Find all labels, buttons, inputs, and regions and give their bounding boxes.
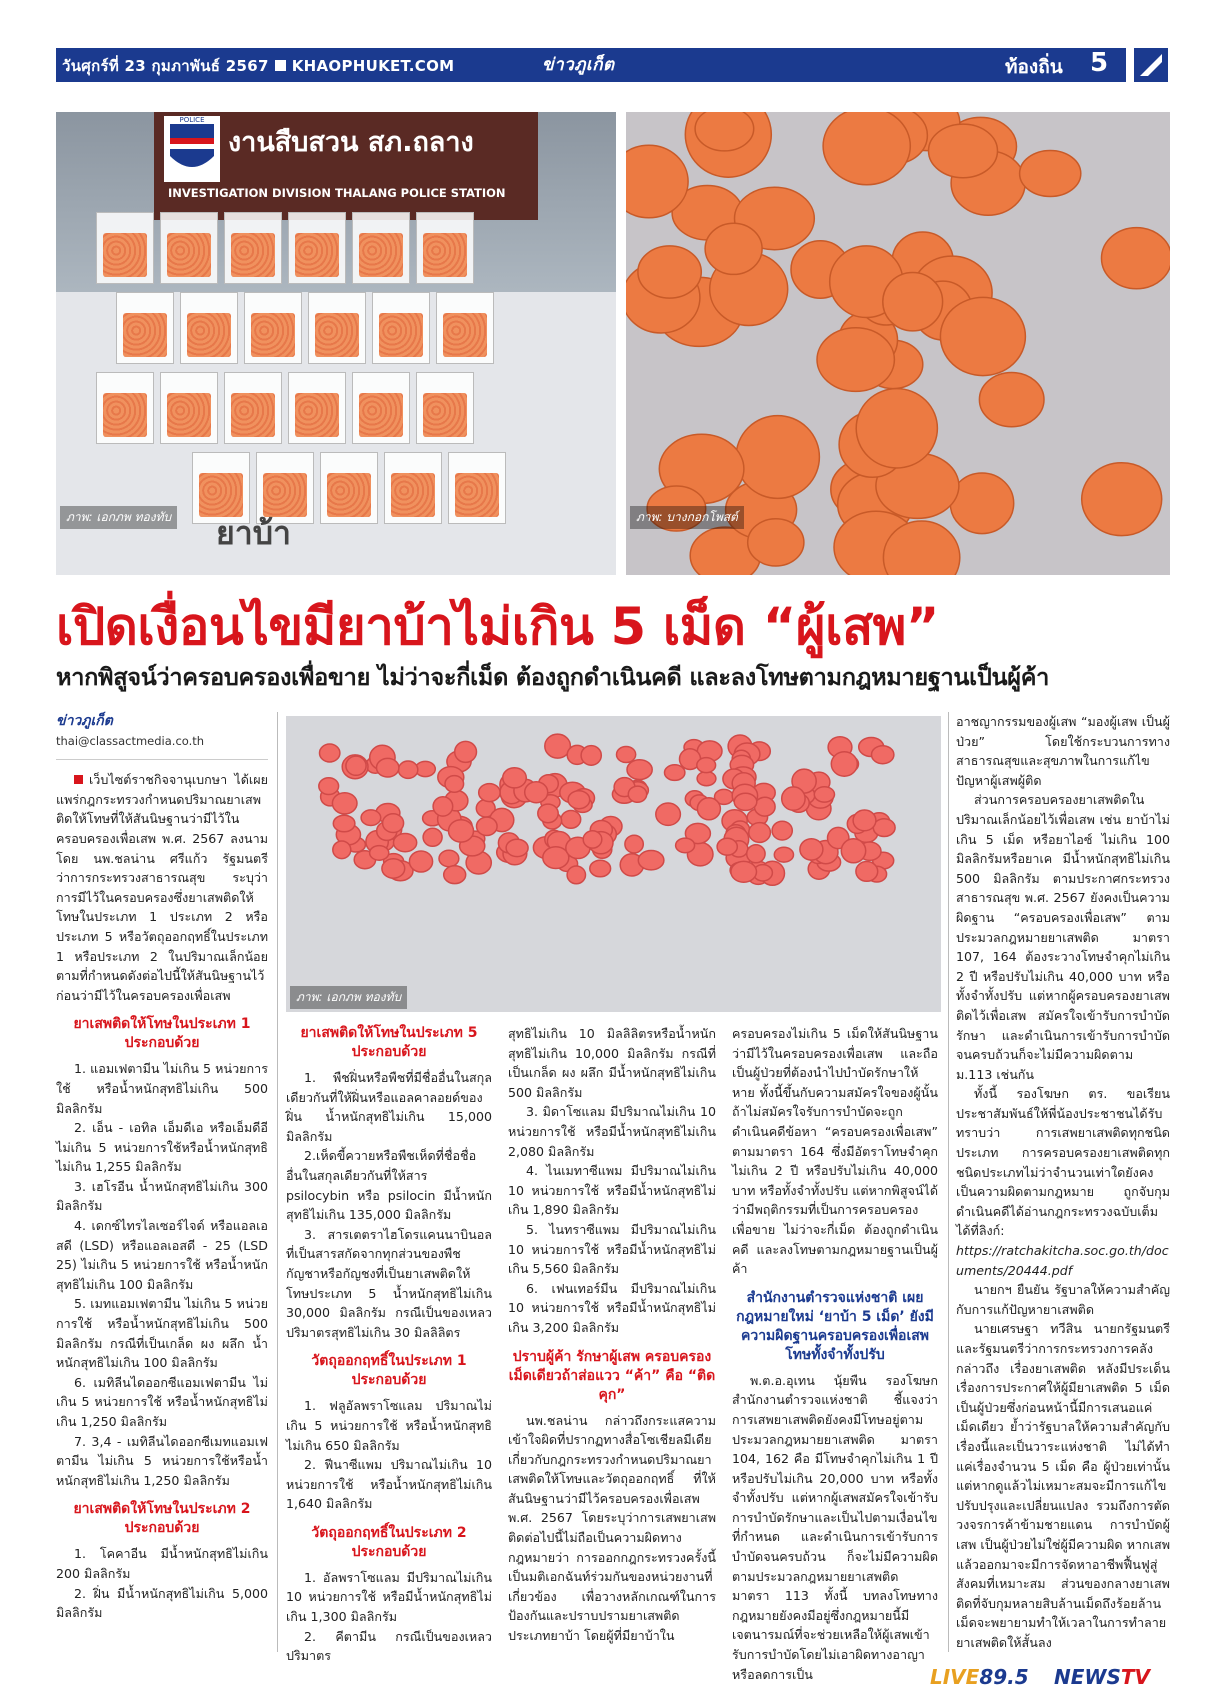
pill [1020,151,1081,197]
pill [979,373,1044,427]
list-item: 5. ไนทราซีแพม มีปริมาณไม่เกิน 10 หน่วยการใช้ หรือมีน้ำหนักสุทธิไม่เกิน 5,560 มิลลิกรัม [508,1221,716,1277]
pill [525,782,548,803]
pill [814,787,834,802]
evidence-bag [96,212,154,284]
pill [736,416,819,499]
pill [940,297,1025,375]
section-heading: วัตถุออกฤทธิ์ในประเภท 2 ประกอบด้วย [311,1524,467,1560]
bullet-icon [74,775,83,784]
byline-name: ข่าวภูเก็ต [56,713,113,729]
pill [361,810,381,826]
photo-pills-closeup [626,112,1170,575]
evidence-bag [352,372,410,444]
pill [697,772,716,786]
photo-credit: ภาพ: เอกภพ ทองทับ [290,986,407,1009]
evidence-bag [288,372,346,444]
pill [333,815,355,832]
corner-arrow-icon [1134,48,1168,82]
section-heading: ปราบผู้ค้า รักษาผู้เสพ ครอบครองเม็ดเดียวถ้าส่อแวว “ค้า” คือ “ติดคุก” [508,1348,716,1403]
site-name[interactable]: KHAOPHUKET.COM [291,57,455,75]
page-header [0,48,1209,82]
pill [1102,228,1171,289]
pill [455,741,477,762]
pill [583,831,602,848]
paragraph: ส่วนการครอบครองยาเสพติดในปริมาณเล็กน้อยไว้เพื่อเสพ เช่น ยาบ้าไม่เกิน 5 เม็ด หรือยาไอซ์ ไม่เกิน 100 มิลลิกรัมหรือยาเค มีน้ำหนักสุทธิไม่เกิน 500 มิลลิกรัม ตามประกาศกระทรวงสาธารณสุข พ.ศ. 2567 ยังคงเป็นความผิดฐาน “ครอบครองเพื่อเสพ” ตามประมวลกฎหมายยาเสพติด มาตรา 107, 164 ต้องระวางโทษจำคุกไม่เกิน 2 ปี หรือปรับไม่เกิน 40,000 บาท หรือ ทั้งจำทั้งปรับ แต่หากผู้ครอบครองยาเสพติดไว้เพื่อเสพ สมัครใจเข้ารับการบำบัดรักษา และดำเนินการเข้ารับการบำบัดจนครบถ้วนก็จะไม่มีความผิดตาม ม.113 เช่นกัน [956,792,1170,1082]
column-3 [508,1024,716,1646]
photo-evidence-bags [56,112,616,575]
evidence-bag [180,292,238,364]
column-divider [948,712,949,1652]
evidence-bag [448,452,506,524]
header-date-line [62,54,454,78]
paragraph: นายกฯ ยืนยัน รัฐบาลให้ความสำคัญกับการแก้ปัญหายาเสพติด [956,1282,1170,1317]
pill [747,845,765,863]
pill [346,756,366,775]
photo-pills-spread [286,716,941,1012]
evidence-bag [416,212,474,284]
masthead-logo: ข่าวภูเก็ต [542,55,615,75]
column-1 [56,712,268,1623]
list-item: 2.เห็ดขี้ควายหรือพืชเห็ดที่ชื่อชื่ออื่นในสกุลเดียวกันที่ให้สาร psilocybin หรือ psilocin มีน้ำหนักสุทธิไม่เกิน 135,000 มิลลิกรัม [286,1148,492,1223]
pill [697,798,720,820]
pill [625,835,643,853]
square-icon [275,60,286,71]
pill [717,838,737,855]
pill [439,850,459,866]
section-heading: ยาเสพติดให้โทษในประเภท 1 ประกอบด้วย [73,1016,251,1052]
evidence-bag [372,292,430,364]
pill [929,124,998,178]
paragraph: อาชญากรรมของผู้เสพ “มองผู้เสพ เป็นผู้ป่วย” โดยใช้กระบวนการทางสาธารณสุขและสุขภาพในการแก้ไขปัญหาผู้เสพผู้ติด [956,714,1170,788]
pill [394,834,417,852]
evidence-bag [224,372,282,444]
column-5 [956,712,1170,1653]
pill [731,861,757,882]
section-heading: สำนักงานตำรวจแห่งชาติ เผยกฎหมายใหม่ ‘ยาบ้า 5 เม็ด’ ยังมีความผิดฐานครอบครองเพื่อเสพ โทษทั้งจำทั้งปรับ [736,1289,934,1363]
document-link[interactable]: https://ratchakitcha.soc.go.th/documents/20444.pdf [956,1243,1169,1278]
evidence-bag [384,452,442,524]
pill [800,839,823,860]
pill [1082,463,1162,536]
pill [590,860,611,877]
police-sign: POLICE งานสืบสวน สภ.ถลาง INVESTIGATION DIVISION THALANG POLICE STATION [154,112,538,220]
pill [503,768,527,788]
pill [772,821,792,840]
pill [817,328,894,392]
list-item: 1. พืชฝิ่นหรือพืชที่มีชื่ออื่นในสกุลเดียวกันที่ให้ฝิ่นหรือแอลคาลอยด์ของฝิ่น น้ำหนักสุทธิไม่เกิน 15,000 มิลลิกรัม [286,1070,492,1144]
pill [883,273,943,331]
pill [705,223,762,274]
list-item: 2. คีตามีน กรณีเป็นของเหลวปริมาตร [286,1628,492,1664]
drug-label: ยาบ้า [216,514,291,552]
pill [665,765,685,781]
pill [479,784,500,802]
pill [950,473,1013,534]
pill [581,746,601,766]
pill [333,841,351,859]
pill [695,112,754,151]
pill [568,791,590,809]
pill [774,847,793,862]
sign-thai-text: งานสืบสวน สภ.ถลาง [228,127,474,158]
section-heading: ยาเสพติดให้โทษในประเภท 2 ประกอบด้วย [73,1501,251,1537]
evidence-bag [160,372,218,444]
pill [383,814,404,833]
pill [638,246,701,298]
byline-email[interactable]: thai@classactmedia.co.th [56,732,268,761]
pill [856,389,937,468]
pill [823,112,910,185]
pills-spread-svg [286,716,941,1012]
section-heading: วัตถุออกฤทธิ์ในประเภท 1 ประกอบด้วย [311,1353,467,1389]
pill [398,761,417,778]
photo-credit: ภาพ: เอกภพ ทองทับ [60,506,177,529]
pill [543,847,569,869]
list-item: 3. มิดาโซแลม มีปริมาณไม่เกิน 10 หน่วยการใช้ หรือมีน้ำหนักสุทธิไม่เกิน 2,080 มิลลิกรัม [508,1104,716,1159]
evidence-bag [244,292,302,364]
pill [748,519,804,566]
list-item: 5. เมทแอมเฟตามีน ไม่เกิน 5 หน่วยการใช้ หรือน้ำหนักสุทธิไม่เกิน 500 มิลลิกรัม กรณีที่เป็นเกล็ด ผง ผลึก น้ำหนักสุทธิไม่เกิน 100 มิลลิกรัม [56,1296,268,1371]
police-shield-icon [164,116,220,182]
pill [506,839,528,856]
list-item: 1. ฟลูอัลพราโซแลม ปริมาณไม่เกิน 5 หน่วยการใช้ หรือน้ำหนักสุทธิไม่เกิน 650 มิลลิกรัม [286,1398,492,1453]
pill [856,862,878,882]
photo-credit: ภาพ: บางกอกโพสต์ [630,506,744,529]
pill [332,793,357,814]
pill [382,859,405,878]
evidence-bag [116,292,174,364]
pill [444,866,466,884]
footer-newstv-logo: NEWSTV [1054,1665,1150,1689]
pill [734,793,757,810]
footer-live-logo: LIVE89.5 [930,1665,1029,1689]
pill [853,810,876,831]
pill [782,787,805,810]
pill [749,823,771,843]
pill [831,752,857,776]
headline: เปิดเงื่อนไขมียาบ้าไม่เกิน 5 เม็ด “ผู้เสพ” [56,598,939,657]
evidence-bag [288,212,346,284]
paragraph: ทั้งนี้ รองโฆษก ตร. ขอเรียนประชาสัมพันธ์ให้พี่น้องประชาชนได้รับทราบว่า การเสพยาเสพติดทุกชนิดประเภท การครอบครองยาเสพติดทุกชนิดประเภทไม่ว่าจำนวนเท่าใดยังคงเป็นความผิดตามกฎหมาย ถูกจับกุม ดำเนินคดีได้อ่านกฎกระทรวงฉบับเต็มได้ที่ลิงก์: [956,1086,1170,1239]
list-item: 1. แอมเฟตามีน ไม่เกิน 5 หน่วยการใช้ หรือน้ำหนักสุทธิไม่เกิน 500 มิลลิกรัม [56,1061,268,1116]
list-item: 4. ไนเมทาซีแพม มีปริมาณไม่เกิน 10 หน่วยการใช้ หรือมีน้ำหนักสุทธิไม่เกิน 1,890 มิลลิกรัม [508,1163,716,1218]
list-item: 2. เอ็น - เอทิล เอ็มดีเอ หรือเอ็มดีอี ไม่เกิน 5 หน่วยการใช้หรือน้ำหนักสุทธิไม่เกิน 1,255 มิลลิกรัม [56,1120,268,1175]
subheadline: หากพิสูจน์ว่าครอบครองเพื่อขาย ไม่ว่าจะกี่เม็ด ต้องถูกดำเนินคดี และลงโทษตามกฎหมายฐานเป็นผู้ค้า [56,663,1050,691]
pill [409,851,432,872]
pill [628,786,646,802]
list-item: 2. ฟีนาซีแพม ปริมาณไม่เกิน 10 หน่วยการใช้ หรือน้ำหนักสุทธิไม่เกิน 1,640 มิลลิกรัม [286,1457,492,1512]
evidence-bag [308,292,366,364]
pill [676,838,695,853]
paragraph: นายเศรษฐา ทวีสิน นายกรัฐมนตรีและรัฐมนตรีว่าการกระทรวงการคลังกล่าวถึง เรื่องยาเสพติด หลังมีประเด็นเรื่องการประกาศให้ผู้มียาเสพติด 5 เม็ดเป็นผู้ป่วยซึ่งก่อนหน้านี้มีการเสนอแค่เม็ดเดียว ย้ำว่ารัฐบาลให้ความสำคัญกับเรื่องนี้และเป็นวาระแห่งชาติ ไม่ได้ทำแค่เรื่องจำนวน 5 เม็ด คือ ผู้ป่วยเท่านั้น แต่หากดูแล้วไม่เหมาะสมจะมีการแก้ไขปรับปรุงและเปลี่ยนแปลง รวมถึงการตัดวงจรการค้าข้ามชายแดน การบำบัดผู้เสพ เป็นผู้ป่วยไม่ใช่ผู้มีความผิด หากเสพแล้วออกมาจะมีการจัดหาอาชีพฟื้นฟูสู่สังคมที่เหมาะสม ส่วนของกลางยาเสพติดที่จับกุมหลายสิบล้านเม็ดถึงร้อยล้านเม็ดจะพยายามทำให้เวลาในการทำลายยาเสพติดให้สั้นลง [956,1321,1170,1650]
list-item: 2. ฝิ่น มีน้ำหนักสุทธิไม่เกิน 5,000 มิลลิกรัม [56,1585,268,1621]
pill [423,828,442,846]
pill [755,797,776,816]
pill [477,817,498,835]
evidence-bag [160,212,218,284]
paragraph: ครอบครองไม่เกิน 5 เม็ดให้สันนิษฐานว่ามีไว้ในครอบครองเพื่อเสพ และถือเป็นผู้ป่วยที่ต้องนำไปบำบัดรักษาให้หาย ทั้งนี้ขึ้นกับความสมัครใจของผู้นั้น ถ้าไม่สมัครใจรับการบำบัดจะถูกดำเนินคดีข้อหา “ครอบครองเพื่อเสพ” ตามมาตรา 164 ซึ่งมีอัตราโทษจำคุกไม่เกิน 2 ปี หรือปรับไม่เกิน 40,000 บาท หรือทั้งจำทั้งปรับ แต่หากพิสูจน์ได้ว่ามีพฤติกรรมที่เป็นการครอบครองเพื่อขาย ไม่ว่าจะกี่เม็ด ต้องถูกดำเนินคดี และลงโทษตามกฎหมายฐานเป็นผู้ค้า [732,1026,938,1277]
pill [561,811,581,829]
article-intro: เว็บไซต์ราชกิจจานุเบกษา ได้เผยแพร่กฎกระทรวงกำหนดปริมาณยาเสพติดให้โทษที่ให้สันนิษฐานว่ามีไว้ในครอบครองเพื่อเสพ พ.ศ. 2567 ลงนามโดย นพ.ชลน่าน ศรีแก้ว รัฐมนตรีว่าการกระทรวงสาธารณสุข ระบุว่า การมีไว้ในครอบครองซึ่งยาเสพติดให้โทษในประเภท 1 ประเภท 2 หรือประเภท 5 หรือวัตถุออกฤทธิ์ในประเภท 1 หรือประเภท 2 ในปริมาณเล็กน้อยตามที่กำหนดดังต่อไปนี้ให้สันนิษฐานไว้ก่อนว่ามีไว้ในครอบครองเพื่อเสพ [56,772,268,1003]
pill [627,760,652,780]
pill [656,803,681,825]
column-divider [277,712,278,1652]
evidence-bag [416,372,474,444]
pill [445,776,464,793]
pill [538,804,558,823]
pill [872,746,894,764]
list-item: 3. สารเตตราไฮโดรแคนนาบินอล ที่เป็นสารสกัดจากทุกส่วนของพืชกัญชาหรือกัญชงที่เป็นยาเสพติดให้โทษประเภท 5 น้ำหนักสุทธิไม่เกิน 30,000 มิลลิกรัม กรณีเป็นของเหลวปริมาตรสุทธิไม่เกิน 30 มิลลิลิตร [286,1226,492,1340]
paragraph: พ.ต.อ.อุเทน นุ้ยพืน รองโฆษกสำนักงานตำรวจแห่งชาติ ชี้แจงว่า การเสพยาเสพติดยังคงมีโทษอยู่ตามประมวลกฎหมายยาเสพติด มาตรา 104, 162 คือ มีโทษจำคุกไม่เกิน 1 ปี หรือปรับไม่เกิน 20,000 บาท หรือทั้งจำทั้งปรับ แต่หากผู้เสพสมัครใจเข้ารับการบำบัดรักษาและเป็นไปตามเงื่อนไขที่กำหนด และดำเนินการเข้ารับการบำบัดจนครบถ้วน ก็จะไม่มีความผิดตามประมวลกฎหมายยาเสพติด มาตรา 113 ทั้งนี้ บทลงโทษทางกฎหมายยังคงมีอยู่ซึ่งกฎหมายนี้มีเจตนารมณ์ที่จะช่วยเหลือให้ผู้เสพเข้ารับการบำบัดโดยไม่เอาผิดทางอาญา หรือลดการเป็น [732,1372,938,1682]
evidence-bag [224,212,282,284]
list-item: 1. โคคาอีน มีน้ำหนักสุทธิไม่เกิน 200 มิลลิกรัม [56,1546,268,1581]
column-2 [286,1024,492,1666]
evidence-bag [436,292,494,364]
pill [433,797,453,816]
pill [638,851,664,870]
pill [617,747,636,763]
issue-date: วันศุกร์ที่ 23 กุมภาพันธ์ 2567 [62,57,269,75]
column-4 [732,1024,938,1684]
pill [320,744,340,762]
pill [377,758,399,777]
pill [370,846,389,861]
paragraph: นพ.ชลน่าน กล่าวถึงกระแสความเข้าใจผิดที่ปรากฏทางสื่อโซเชียลมีเดียเกี่ยวกับกฎกระทรวงกำหนดปริมาณยาเสพติดให้โทษและวัตถุออกฤทธิ์ ที่ให้สันนิษฐานว่ามีไว้ครอบครองเพื่อเสพ พ.ศ. 2567 โดยระบุว่าการเสพยาเสพติดต่อไปนี้ไม่ถือเป็นความผิดทางกฎหมายว่า การออกกฎกระทรวงครั้งนี้ เป็นมติเอกฉันท์ร่วมกันของหน่วยงานที่เกี่ยวข้อง เพื่อวางหลักเกณฑ์ในการป้องกันและปราบปรามยาเสพติดประเภทยาบ้า โดยผู้ที่มียาบ้าใน [508,1412,716,1644]
sign-english-text: INVESTIGATION DIVISION THALANG POLICE STATION [168,186,506,200]
pill [319,778,339,795]
page-number: 5 [1090,48,1109,78]
list-item: 1. อัลพราโซแลม มีปริมาณไม่เกิน 10 หน่วยการใช้ หรือมีน้ำหนักสุทธิไม่เกิน 1,300 มิลลิกรัม [286,1569,492,1625]
list-item: 6. เมทิลีนไดออกซีแอมเฟตามีน ไม่เกิน 5 หน่วยการใช้ หรือน้ำหนักสุทธิไม่เกิน 1,250 มิลลิกรัม [56,1374,268,1429]
section-heading: ยาเสพติดให้โทษในประเภท 5 ประกอบด้วย [300,1025,478,1060]
paragraph: สุทธิไม่เกิน 10 มิลลิลิตรหรือน้ำหนักสุทธิไม่เกิน 10,000 มิลลิกรัม กรณีที่เป็นเกล็ด ผง ผลึก มีน้ำหนักสุทธิไม่เกิน 500 มิลลิกรัม [508,1026,716,1100]
list-item: 3. เฮโรอีน น้ำหนักสุทธิไม่เกิน 300 มิลลิกรัม [56,1178,268,1214]
pill [697,758,716,773]
pill [567,866,585,884]
evidence-bag [320,452,378,524]
evidence-bag [96,372,154,444]
evidence-bag [352,212,410,284]
section-name: ท้องถิ่น [1005,56,1063,78]
list-item: 7. 3,4 - เมทิลีนไดออกซีเมทแอมเฟตามีน ไม่เกิน 5 หน่วยการใช้หรือน้ำหนักสุทธิไม่เกิน 1,250 มิลลิกรัม [56,1433,268,1488]
list-item: 6. เฟนเทอร์มีน มีปริมาณไม่เกิน 10 หน่วยการใช้ หรือมีน้ำหนักสุทธิไม่เกิน 3,200 มิลลิกรัม [508,1280,716,1335]
list-item: 4. เดกซ์ไทรไลเซอร์ไจด์ หรือแอลเอสดี (LSD) หรือแอลเอสดี - 25 (LSD 25) ไม่เกิน 5 หน่วยการใช้ หรือน้ำหนักสุทธิไม่เกิน 100 มิลลิกรัม [56,1218,268,1292]
pill [841,839,865,863]
pill [449,820,474,842]
